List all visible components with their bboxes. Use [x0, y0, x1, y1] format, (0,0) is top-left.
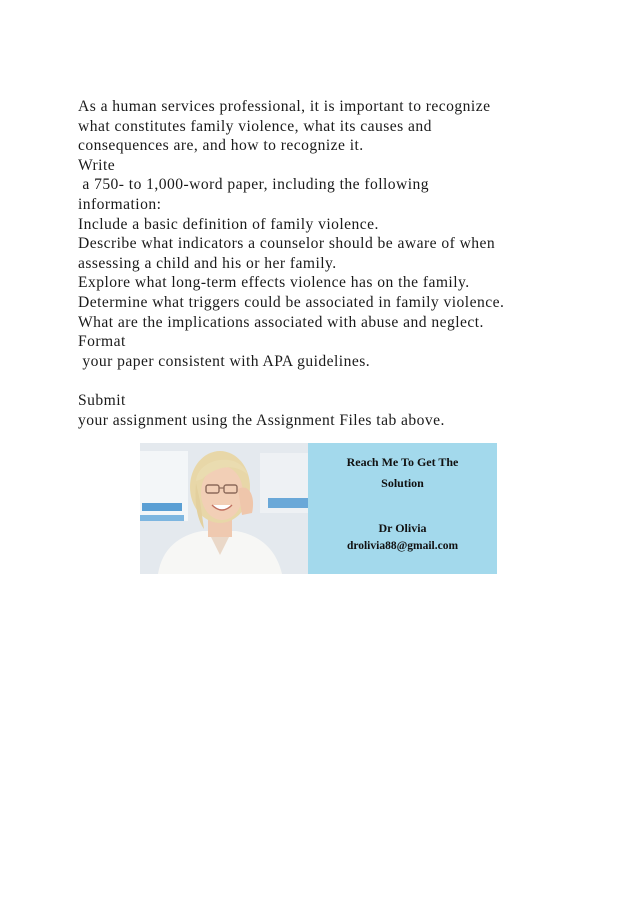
text-line: Format	[78, 333, 126, 351]
text-line: consequences are, and how to recognize it.	[78, 137, 364, 155]
text-line: As a human services professional, it is important to recognize	[78, 98, 491, 115]
text-line: what constitutes family violence, what its causes and	[78, 117, 432, 135]
text-line: What are the implications associated with abuse and neglect.	[78, 313, 484, 331]
text-line: assessing a child and his or her family.	[78, 254, 337, 272]
text-line: Include a basic definition of family violence.	[78, 215, 379, 233]
contact-name: Dr Olivia	[378, 521, 427, 535]
assignment-text	[78, 97, 598, 430]
text-line: your paper consistent with APA guidelines.	[78, 352, 371, 370]
text-line: Determine what triggers could be associated in family violence.	[78, 293, 505, 311]
text-line: Submit	[78, 391, 126, 409]
contact-banner	[140, 443, 497, 574]
cta-heading: Reach Me To Get The	[346, 455, 459, 469]
blank-line	[78, 371, 598, 391]
woman-portrait-image	[140, 443, 308, 574]
contact-email[interactable]: drolivia88@gmail.com	[346, 540, 459, 552]
profile-photo	[140, 443, 308, 574]
text-line: a 750- to 1,000-word paper, including the following	[78, 176, 430, 194]
text-line: Explore what long-term effects violence has on the family.	[78, 274, 470, 292]
contact-panel	[308, 443, 497, 574]
text-line: Write	[78, 156, 116, 174]
cta-subheading: Solution	[381, 476, 424, 490]
text-line: your assignment using the Assignment Files tab above.	[78, 411, 445, 429]
text-line: information:	[78, 195, 162, 213]
text-line: Describe what indicators a counselor should be aware of when	[78, 235, 496, 253]
